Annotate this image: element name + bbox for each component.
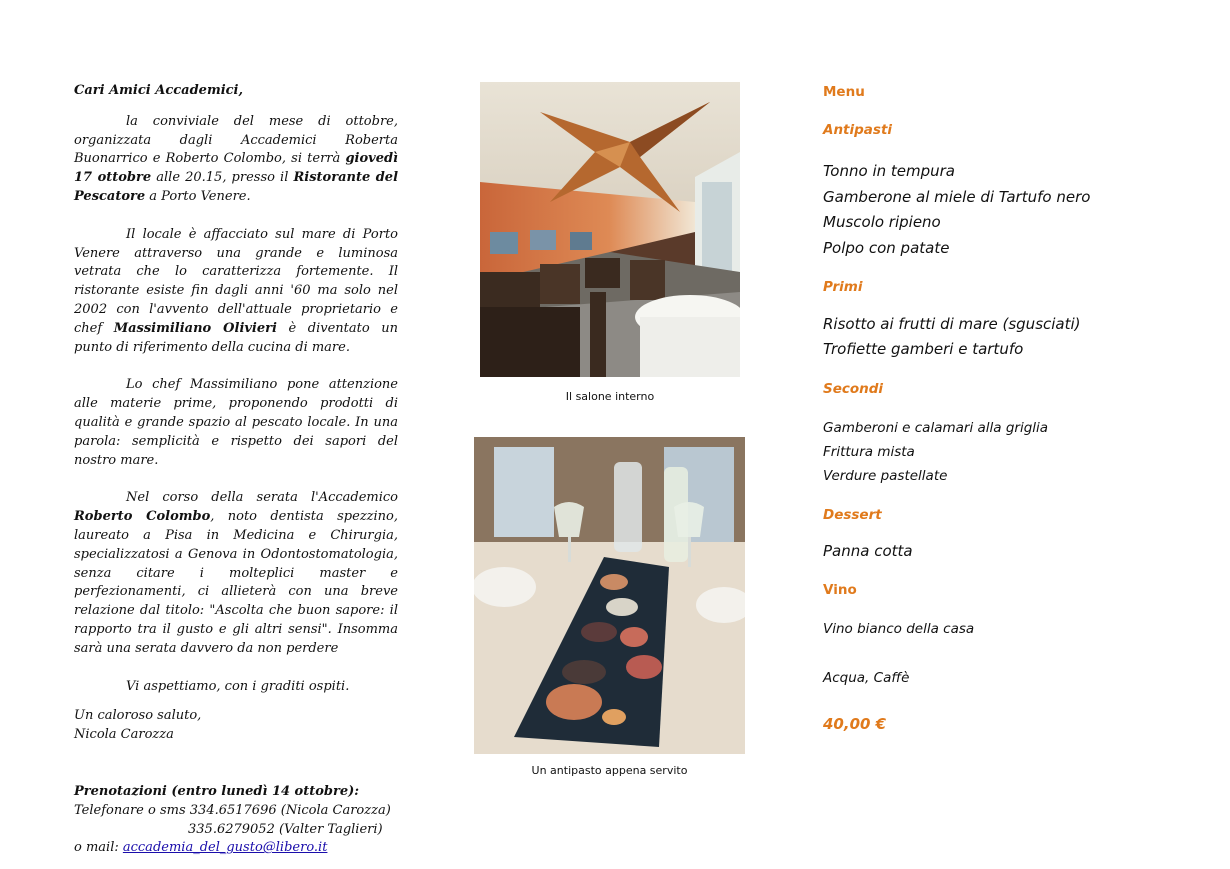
menu-item: Muscolo ripieno xyxy=(823,213,941,231)
menu-item: Gamberone al miele di Tartufo nero xyxy=(823,188,1091,206)
booking-phone-2: 335.6279052 (Valter Taglieri) xyxy=(188,821,383,837)
menu-price: 40,00 € xyxy=(823,715,887,733)
event-date: giovedì 17 ottobre xyxy=(74,151,398,186)
menu-extra: Acqua, Caffè xyxy=(823,670,910,686)
letter-paragraph-2: Il locale è affacciato sul mare di Porto Venere attraverso una grande e luminosa vetrata che lo caratterizza fortemente. Il ristorante esiste fin dagli anni '60 ma solo nel 2002 con l'avvento dell'attuale proprietario e chef Massimiliano Olivieri è diventato un punto di riferimento della cucina di mare. xyxy=(74,226,398,355)
menu-item: Vino bianco della casa xyxy=(823,621,975,637)
phone-number-2[interactable]: 335.6279052 xyxy=(188,821,275,837)
letter-paragraph-4: Nel corso della serata l'Accademico Roberto Colombo, noto dentista spezzino, laureato a Pisa in Medicina e Chirurgia, specializzatosi a Genova in Odontostomatologia, senza citare i molteplici master e perfezionamenti, ci allieterà con una breve relazione dal titolo: "Ascolta che buon sapore: il rapporto tra il gusto e gli altri sensi". Insomma sarà una serata davvero da non perdere xyxy=(74,490,399,656)
menu-item: Trofiette gamberi e tartufo xyxy=(823,340,1024,358)
phone-number-1[interactable]: 334.6517696 xyxy=(189,802,277,818)
menu-item: Risotto ai frutti di mare (sgusciati) xyxy=(823,315,1081,333)
section-heading-primi: Primi xyxy=(823,279,863,295)
speaker-name: Roberto Colombo xyxy=(74,509,211,525)
booking-mail: o mail: accademia_del_gusto@libero.it xyxy=(74,840,328,856)
menu-item: Panna cotta xyxy=(823,542,913,560)
photo-caption-antipasto: Un antipasto appena servito xyxy=(531,764,688,777)
chef-name: Massimiliano Olivieri xyxy=(113,320,277,336)
letter-paragraph-3: Lo chef Massimiliano pone attenzione alle materie prime, proponendo prodotti di qualità e grande spazio al pescato locale. In una parola: semplicità e rispetto dei sapori del nostro mare. xyxy=(74,377,398,468)
section-heading-vino: Vino xyxy=(823,582,857,598)
letter-paragraph-1: la conviviale del mese di ottobre, organizzata dagli Accademici Roberta Buonarrico e Roberto Colombo, si terrà giovedì 17 ottobre alle 20.15, presso il Ristorante del Pescatore a Porto Venere. xyxy=(74,113,399,204)
letter-greeting: Cari Amici Accademici, xyxy=(74,83,244,98)
letter-signature: Nicola Carozza xyxy=(74,727,174,743)
menu-item: Gamberoni e calamari alla griglia xyxy=(823,420,1049,436)
letter-closing: Un caloroso saluto, xyxy=(74,708,202,724)
section-heading-dessert: Dessert xyxy=(823,507,882,523)
section-heading-antipasti: Antipasti xyxy=(823,122,893,138)
menu-item: Verdure pastellate xyxy=(823,468,948,484)
antipasto-photo xyxy=(474,437,745,754)
booking-title: Prenotazioni (entro lunedì 14 ottobre): xyxy=(74,783,360,799)
letter-paragraph-5: Vi aspettiamo, con i graditi ospiti. xyxy=(126,678,350,694)
menu-item: Frittura mista xyxy=(823,444,915,460)
photo-caption-interior: Il salone interno xyxy=(565,390,655,403)
menu-item: Polpo con patate xyxy=(823,239,950,257)
letter-column xyxy=(74,82,398,858)
section-heading-secondi: Secondi xyxy=(823,381,884,397)
menu-item: Tonno in tempura xyxy=(823,162,955,180)
booking-phone-1: Telefonare o sms 334.6517696 (Nicola Carozza) xyxy=(74,802,391,818)
restaurant-name: Ristorante del Pescatore xyxy=(74,170,399,204)
restaurant-interior-photo xyxy=(480,82,740,377)
menu-title: Menu xyxy=(823,84,865,100)
email-link[interactable]: accademia_del_gusto@libero.it xyxy=(122,840,328,856)
